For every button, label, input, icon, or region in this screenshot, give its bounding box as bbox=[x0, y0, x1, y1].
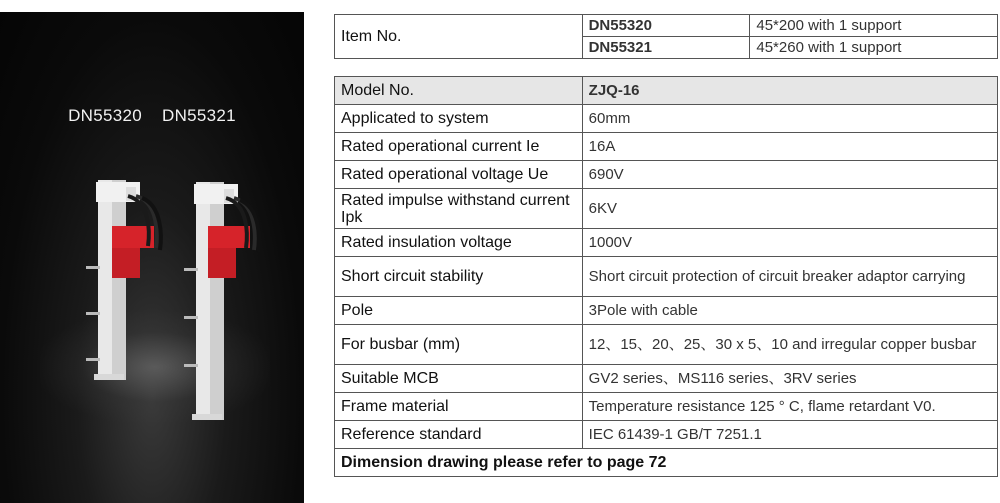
spec-label: Suitable MCB bbox=[335, 365, 583, 393]
table-row bbox=[335, 161, 998, 189]
product-label-dn55320: DN55320 bbox=[68, 106, 142, 125]
table-row bbox=[335, 189, 998, 229]
spec-value: 60mm bbox=[582, 105, 997, 133]
spec-value: Temperature resistance 125 ° C, flame retardant V0. bbox=[582, 393, 997, 421]
spec-label: Frame material bbox=[335, 393, 583, 421]
spec-label: Applicated to system bbox=[335, 105, 583, 133]
spec-value: GV2 series、MS116 series、3RV series bbox=[582, 365, 997, 393]
spec-value: 16A bbox=[582, 133, 997, 161]
spec-label: Reference standard bbox=[335, 421, 583, 449]
table-row bbox=[335, 325, 998, 365]
item-code: DN55320 bbox=[582, 15, 750, 37]
product-photo bbox=[0, 12, 304, 503]
spec-label: For busbar (mm) bbox=[335, 325, 583, 365]
spec-value: 690V bbox=[582, 161, 997, 189]
spec-label: Rated operational voltage Ue bbox=[335, 161, 583, 189]
table-row bbox=[335, 133, 998, 161]
spec-value: Short circuit protection of circuit breaker adaptor carrying bbox=[582, 257, 997, 297]
spec-value: IEC 61439-1 GB/T 7251.1 bbox=[582, 421, 997, 449]
item-description: 45*200 with 1 support bbox=[750, 15, 998, 37]
item-number-table bbox=[334, 14, 998, 59]
table-row bbox=[335, 297, 998, 325]
table-row bbox=[335, 105, 998, 133]
table-row bbox=[335, 393, 998, 421]
adapter-dn55321 bbox=[184, 182, 259, 420]
dimension-drawing-note: Dimension drawing please refer to page 72 bbox=[335, 449, 998, 477]
spec-label: Rated impulse withstand current Ipk bbox=[335, 189, 583, 229]
adapter-dn55320 bbox=[86, 180, 161, 380]
spec-value: 1000V bbox=[582, 229, 997, 257]
item-number-header: Item No. bbox=[335, 15, 583, 59]
product-label-dn55321: DN55321 bbox=[162, 106, 236, 125]
spec-label: Rated operational current Ie bbox=[335, 133, 583, 161]
spec-label: Rated insulation voltage bbox=[335, 229, 583, 257]
table-row bbox=[335, 15, 998, 37]
item-description: 45*260 with 1 support bbox=[750, 37, 998, 59]
spec-value: ZJQ-16 bbox=[582, 77, 997, 105]
table-row bbox=[335, 229, 998, 257]
table-row bbox=[335, 421, 998, 449]
item-code: DN55321 bbox=[582, 37, 750, 59]
table-row bbox=[335, 365, 998, 393]
specification-table bbox=[334, 76, 998, 477]
spec-label: Pole bbox=[335, 297, 583, 325]
spec-label: Model No. bbox=[335, 77, 583, 105]
table-row bbox=[335, 449, 998, 477]
spec-value: 6KV bbox=[582, 189, 997, 229]
spec-value: 12、15、20、25、30 x 5、10 and irregular copper busbar bbox=[582, 325, 997, 365]
spec-value: 3Pole with cable bbox=[582, 297, 997, 325]
spec-label: Short circuit stability bbox=[335, 257, 583, 297]
busbar-adapter-illustration bbox=[0, 12, 304, 503]
table-row bbox=[335, 77, 998, 105]
table-row bbox=[335, 257, 998, 297]
